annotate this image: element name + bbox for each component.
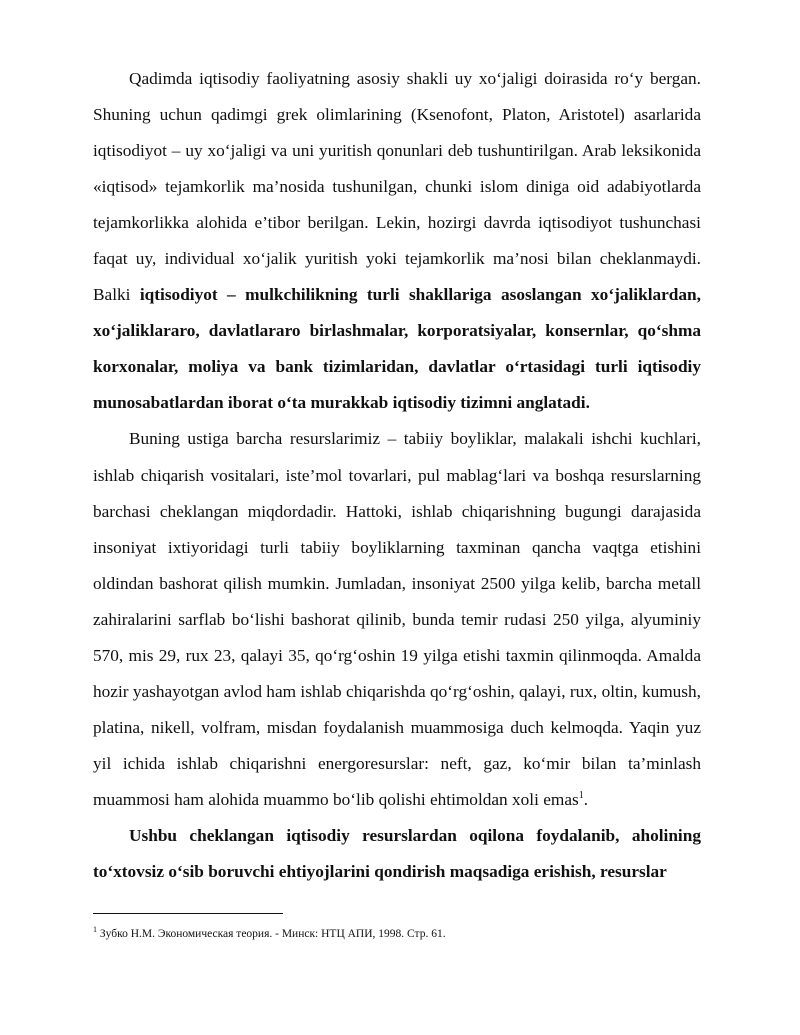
- paragraph-1-text: Qadimda iqtisodiy faoliyatning asosiy shakli uy xo‘jaligi doirasida ro‘y bergan. Shuning uchun qadimgi grek olimlarining (Ksenofont, Platon, Aristotel) asarlarida iqtisodiyot – uy xo‘jaligi va uni yuritish qonunlari deb tushuntirilgan. Arab leksikonida «iqtisod» tejamkorlik ma’nosida tushunilgan, chunki islom diniga oid adabiyotlarda tejamkorlikka alohida e’tibor berilgan. Lekin, hozirgi davrda iqtisodiyot tushunchasi faqat uy, individual xo‘jalik yuritish yoki tejamkorlik ma’nosi bilan cheklanmaydi. Balki: [93, 69, 701, 305]
- paragraph-2-end: .: [583, 789, 589, 809]
- paragraph-2-text: Buning ustiga barcha resurslarimiz – tabiiy boyliklar, malakali ishchi kuchlari, ishlab chiqarish vositalari, iste’mol tovarlari, pul mablag‘lari va boshqa resurslarning barchasi cheklangan miqdordadir. Hattoki, ishlab chiqarishning bugungi darajasida insoniyat ixtiyoridagi turli tabiiy boyliklarning taxminan qancha vaqtga etishini oldindan bashorat qilish mumkin. Jumladan, insoniyat 2500 yilga kelib, barcha metall zahiralarini sarflab bo‘lishi bashorat qilinib, bunda temir rudasi 250 yilga, alyuminiy 570, mis 29, rux 23, qalayi 35, qo‘rg‘oshin 19 yilga etishi taxmin qilinmoqda. Amalda hozir yashayotgan avlod ham ishlab chiqarishda qo‘rg‘oshin, qalayi, rux, oltin, kumush, platina, nikell, volfram, misdan foydalanish muammosiga duch kelmoqda. Yaqin yuz yil ichida ishlab chiqarishni energoresurslar: neft, gaz, ko‘mir bilan ta’minlash muammosi ham alohida muammo bo‘lib qolishi ehtimoldan xoli emas: [93, 429, 701, 809]
- body-text: [93, 61, 701, 890]
- paragraph-1-bold-definition: iqtisodiyot – mulkchilikning turli shakllariga asoslangan xo‘jaliklardan, xo‘jaliklararo, davlatlararo birlashmalar, korporatsiyalar, konsernlar, qo‘shma korxonalar, moliya va bank tizimlaridan, davlatlar o‘rtasidagi turli iqtisodiy munosabatlardan iborat o‘ta murakkab iqtisodiy tizimni anglatadi.: [93, 285, 701, 413]
- paragraph-2: [93, 421, 701, 818]
- paragraph-1: [93, 61, 701, 421]
- footnote-separator: [93, 913, 283, 914]
- paragraph-3: Ushbu cheklangan iqtisodiy resurslardan oqilona foydalanib, aholining to‘xtovsiz o‘sib boruvchi ehtiyojlarini qondirish maqsadiga erishish, resurslar: [93, 825, 701, 882]
- footnote-text: Зубко Н.М. Экономическая теория. - Минск: НТЦ АПИ, 1998. Стр. 61.: [97, 928, 446, 940]
- footnote-reference[interactable]: 1: [578, 790, 584, 802]
- footnote-mark: 1: [93, 925, 97, 935]
- footnote: [93, 926, 701, 942]
